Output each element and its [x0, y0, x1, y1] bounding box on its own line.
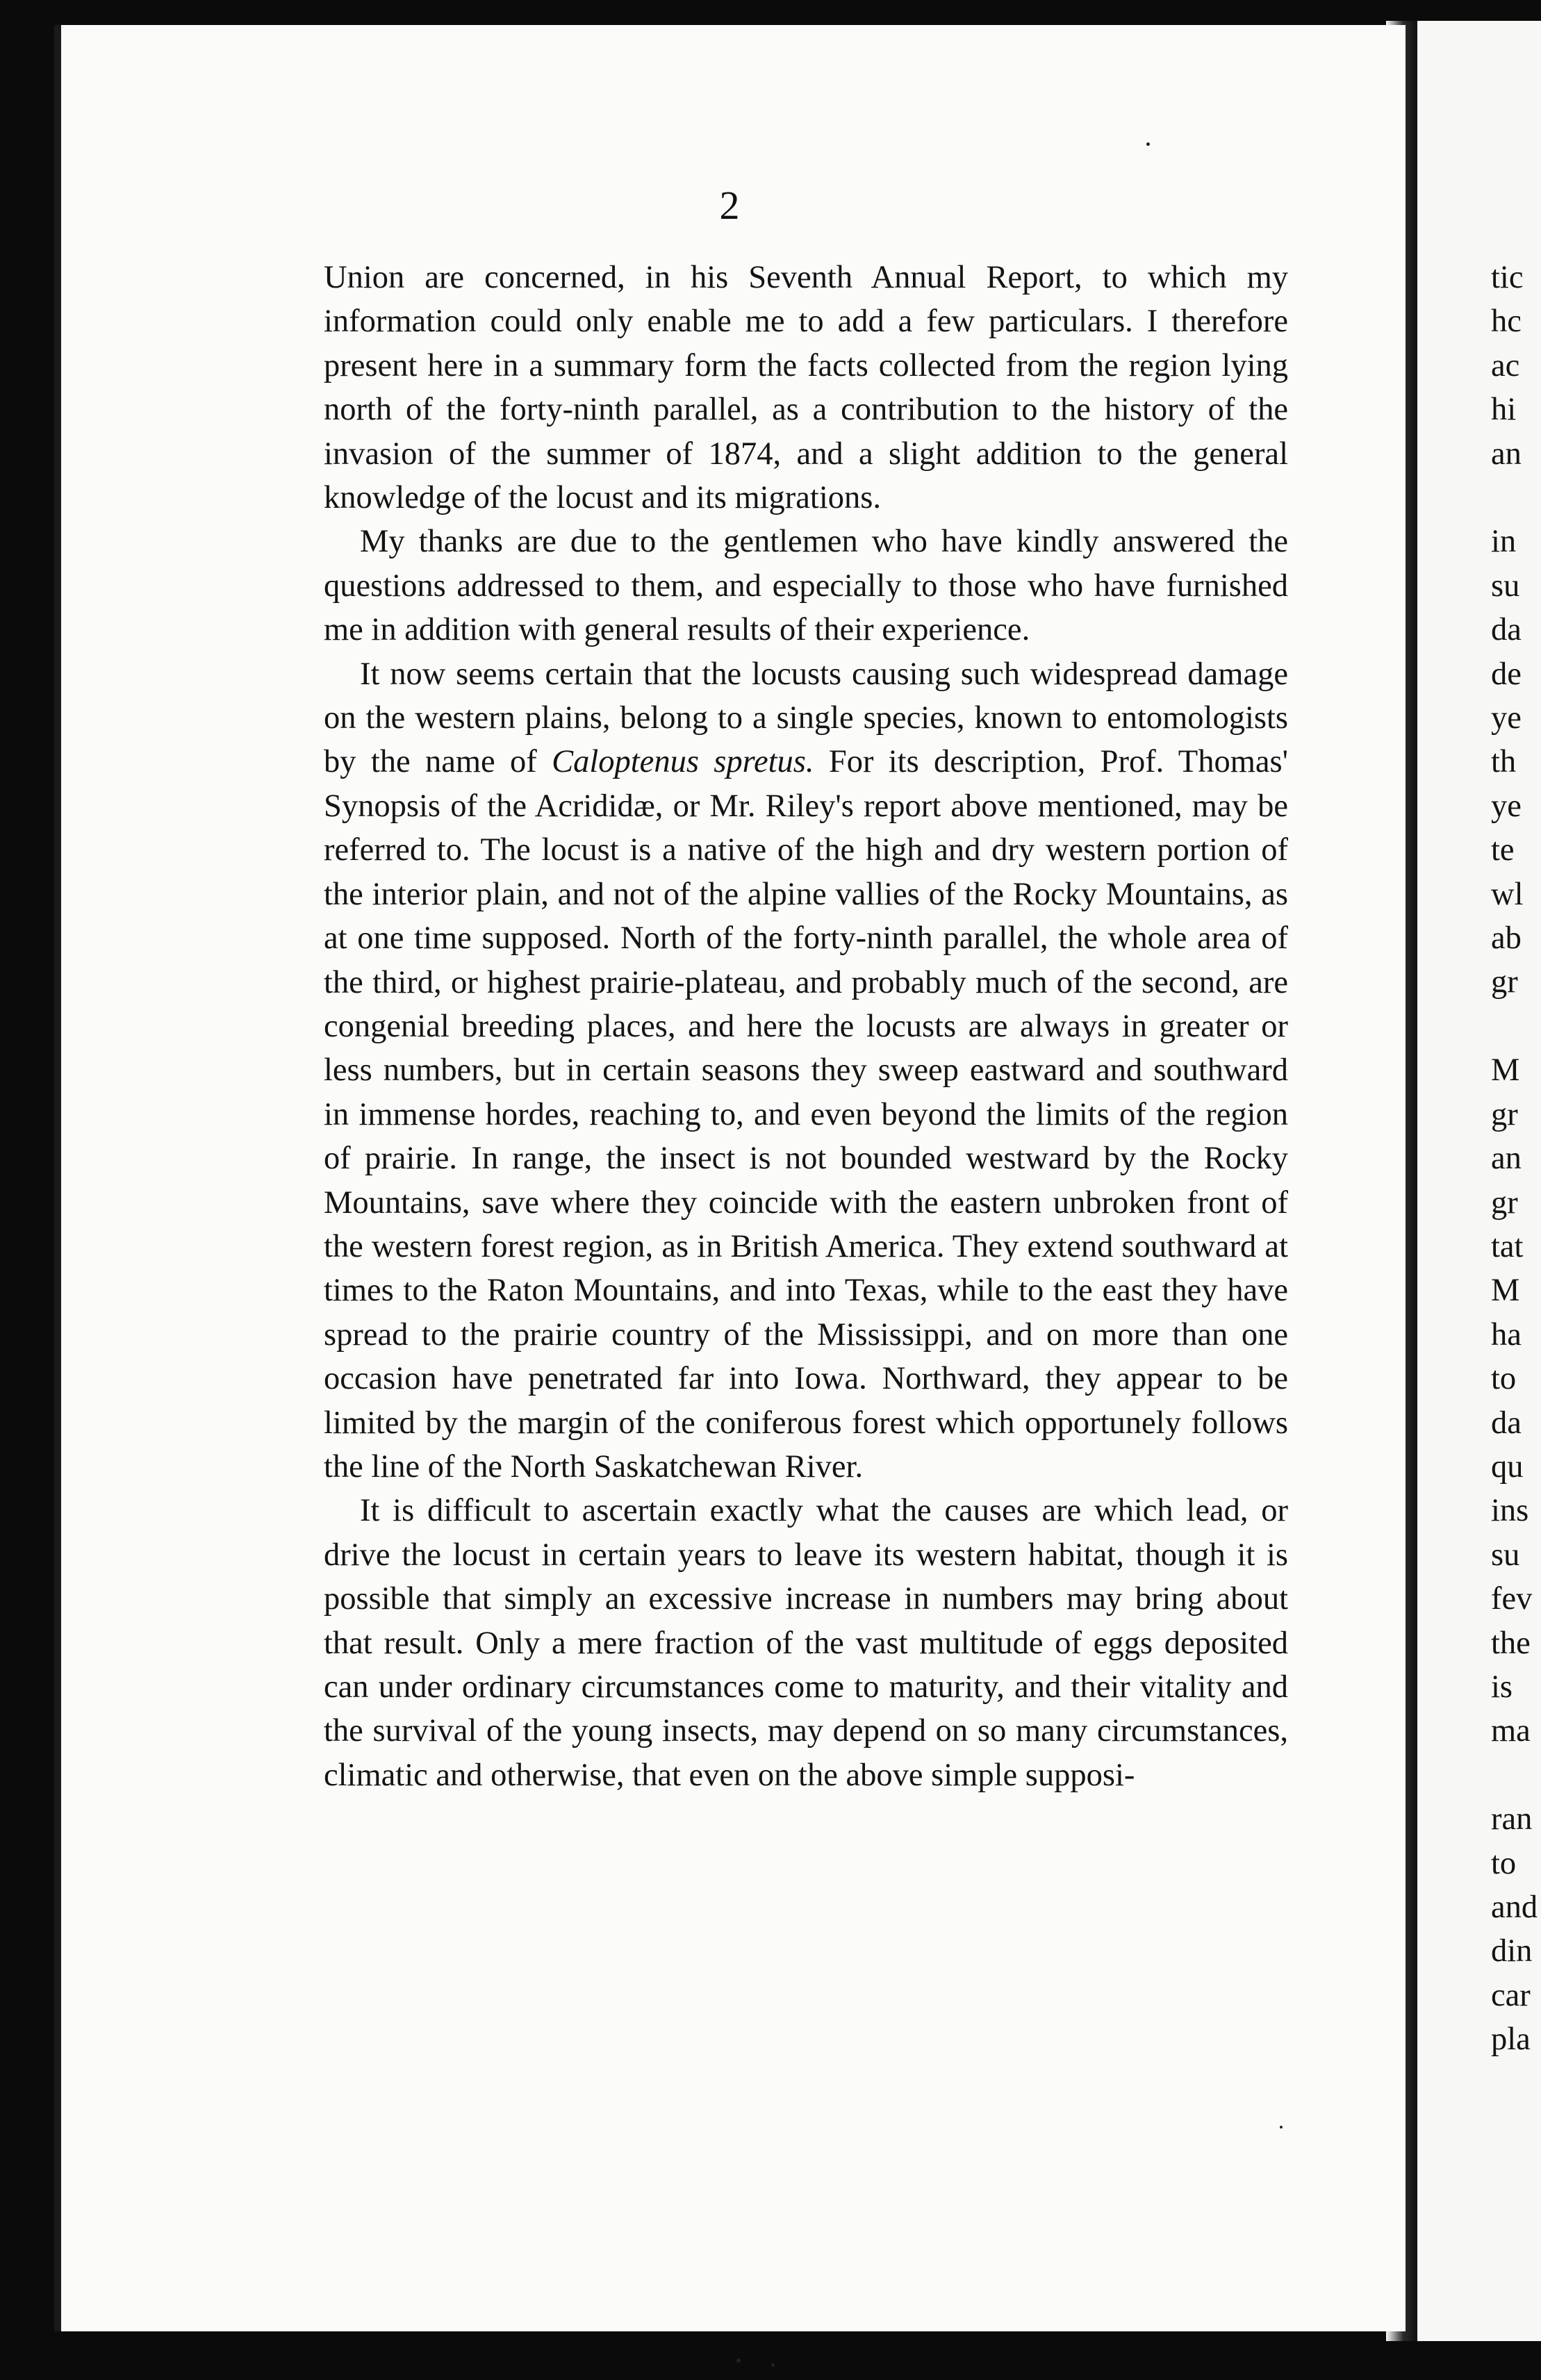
facing-page-fragment: tic	[1491, 260, 1524, 295]
facing-page-fragment: ha	[1491, 1316, 1522, 1353]
body-text	[324, 256, 1288, 1797]
facing-page-fragment: is	[1491, 1669, 1513, 1705]
facing-page-fragment: M	[1491, 1273, 1520, 1309]
facing-page-fragment: da	[1491, 612, 1522, 648]
paragraph	[324, 1489, 1288, 1797]
facing-page-fragment: and	[1491, 1889, 1538, 1925]
facing-page-fragment: ma	[1491, 1713, 1531, 1749]
paragraph	[324, 256, 1288, 520]
paragraph-text: It now seems certain that the locusts causing such widespread damage on the western plains, belong to a single species, known to entomologists by the name of	[324, 656, 1288, 780]
facing-page-fragment: ye	[1491, 788, 1522, 824]
paragraph-text: It is difficult to ascertain exactly what the causes are which lead, or drive the locust in certain years to leave its western habitat, though it is possible that simply an excessive increase in numbers may bring about that result. Only a mere fraction of the vast multitude of eggs deposited can under ordinary circumstances come to maturity, and their vitality and the survival of the young insects, may depend on so many circumstances, climatic and otherwise, that even on the above simple supposi-	[324, 1493, 1288, 1793]
facing-page-fragment: su	[1491, 568, 1520, 604]
facing-page-fragment: da	[1491, 1405, 1522, 1441]
print-speck	[736, 2358, 741, 2363]
facing-page-fragment: in	[1491, 524, 1517, 560]
facing-page-fragment: ab	[1491, 920, 1522, 957]
facing-page-fragment: th	[1491, 744, 1517, 780]
facing-page-fragment: an	[1491, 436, 1522, 472]
paragraph	[324, 520, 1288, 652]
print-speck	[1280, 2126, 1283, 2129]
facing-page-fragment: te	[1491, 832, 1515, 868]
facing-page-fragment: ye	[1491, 700, 1522, 736]
facing-page-fragment: to	[1491, 1361, 1517, 1397]
facing-page-fragment: qu	[1491, 1448, 1524, 1485]
facing-page-fragment	[1491, 1753, 1541, 1797]
page-number: 2	[719, 183, 740, 228]
facing-page-fragment: to	[1491, 1845, 1517, 1881]
species-name: Caloptenus spretus.	[552, 744, 814, 780]
facing-page-fragment: hc	[1491, 304, 1522, 340]
paragraph-text: My thanks are due to the gentlemen who have kindly answered the questions addressed to them, and especially to those who have furnished me in addition with general results of their experience.	[324, 524, 1288, 648]
facing-page-fragment: an	[1491, 1141, 1522, 1177]
facing-page-fragment: ran	[1491, 1801, 1533, 1837]
print-speck	[771, 2363, 775, 2367]
facing-page-text-fragments	[1491, 256, 1541, 2062]
facing-page-fragment: fev	[1491, 1581, 1533, 1617]
facing-page-fragment: hi	[1491, 392, 1517, 428]
facing-page-fragment	[1491, 476, 1541, 520]
facing-page-fragment: ins	[1491, 1493, 1529, 1529]
paragraph-text: Union are concerned, in his Seventh Annual Report, to which my information could only enable me to add a few particulars. I therefore present here in a summary form the facts collected from the region lying north of the forty-ninth parallel, as a contribution to the history of the invasion of the summer of 1874, and a slight addition to the general knowledge of the locust and its migrations.	[324, 260, 1288, 516]
facing-page-fragment: ac	[1491, 347, 1520, 383]
facing-page-fragment: car	[1491, 1977, 1531, 2013]
facing-page-fragment: din	[1491, 1933, 1533, 1969]
facing-page-fragment: gr	[1491, 964, 1518, 1000]
facing-page-fragment: gr	[1491, 1096, 1518, 1132]
paragraph-text: For its description, Prof. Thomas' Synopsis of the Acrididæ, or Mr. Riley's report above mentioned, may be referred to. The locust is a native of the high and dry western portion of the interior plain, and not of the alpine vallies of the Rocky Mountains, as at one time supposed. North of the forty-ninth parallel, the whole area of the third, or highest prairie-plateau, and probably much of the second, are congenial breeding places, and here the locusts are always in greater or less numbers, but in certain seasons they sweep eastward and southward in immense hordes, reaching to, and even beyond the limits of the region of prairie. In range, the insect is not bounded westward by the Rocky Mountains, save where they coincide with the eastern unbroken front of the western forest region, as in British America. They extend southward at times to the Raton Mountains, and into Texas, while to the east they have spread to the prairie country of the Mississippi, and on more than one occasion have penetrated far into Iowa. Northward, they appear to be limited by the margin of the coniferous forest which opportunely follows the line of the North Saskatchewan River.	[324, 744, 1288, 1485]
facing-page-fragment: M	[1491, 1052, 1520, 1089]
paragraph	[324, 652, 1288, 1489]
facing-page-fragment: the	[1491, 1625, 1531, 1661]
print-speck	[1146, 142, 1150, 146]
facing-page-fragment	[1491, 1005, 1541, 1048]
facing-page-fragment: su	[1491, 1537, 1520, 1573]
facing-page-fragment: de	[1491, 656, 1522, 692]
facing-page-fragment: pla	[1491, 2022, 1531, 2058]
facing-page-fragment: wl	[1491, 876, 1524, 912]
facing-page-fragment: gr	[1491, 1184, 1518, 1221]
facing-page-fragment: tat	[1491, 1228, 1524, 1264]
